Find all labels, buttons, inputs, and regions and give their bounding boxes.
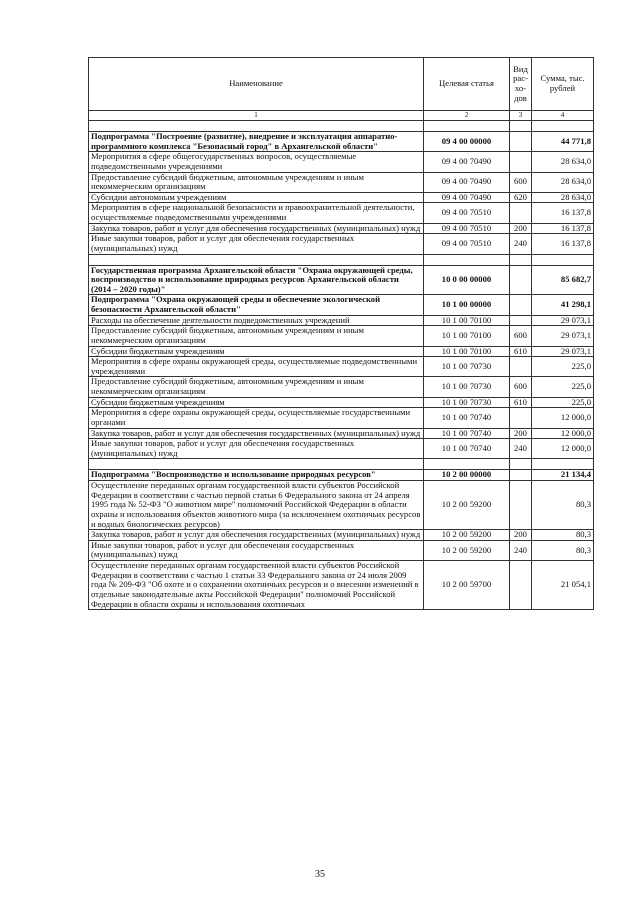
empty-cell [532,254,594,265]
cell-sum: 225,0 [532,357,594,377]
cell-expense-type [510,357,532,377]
column-number: 4 [532,111,594,121]
cell-expense-type: 200 [510,428,532,439]
cell-target-article: 10 2 00 59200 [424,481,510,530]
cell-name: Иные закупки товаров, работ и услуг для обеспечения государственных (муниципальных) нужд [89,234,424,254]
cell-sum: 12 000,0 [532,428,594,439]
table-row [89,428,594,439]
cell-name: Предоставление субсидий бюджетным, автономным учреждениям и иным некоммерческим организациям [89,326,424,346]
cell-expense-type: 240 [510,540,532,560]
cell-name: Осуществление переданных органам государственной власти субъектов Российской Федерации в соответствии с частью 1 статьи 33 Федерального закона от 24 июля 2009 года № 209-ФЗ "Об охоте и о сохранении охотничьих ресурсов и о внесении изменений в отдельные законодательные акты Российской Федерации" полномочий Российской Федерации в области охраны и использования охотничьих [89,561,424,610]
table-row [89,132,594,152]
table-row [89,234,594,254]
cell-target-article: 10 0 00 00000 [424,265,510,295]
table-row [89,265,594,295]
cell-expense-type [510,561,532,610]
cell-sum: 28 634,0 [532,152,594,172]
table-row [89,561,594,610]
cell-sum: 80,3 [532,530,594,541]
spacer-row [89,459,594,470]
cell-sum: 225,0 [532,377,594,397]
table-row [89,530,594,541]
cell-name: Субсидии бюджетным учреждениям [89,346,424,357]
cell-target-article: 09 4 00 00000 [424,132,510,152]
cell-expense-type [510,481,532,530]
cell-sum: 21 134,4 [532,470,594,481]
cell-expense-type: 600 [510,377,532,397]
cell-expense-type [510,408,532,428]
budget-table [88,57,594,610]
column-number-row [89,111,594,121]
table-row [89,152,594,172]
table-row [89,346,594,357]
cell-expense-type [510,295,532,315]
cell-target-article: 10 1 00 70100 [424,315,510,326]
empty-cell [424,459,510,470]
cell-name: Государственная программа Архангельской области "Охрана окружающей среды, воспроизводство и использование природных ресурсов Архангельской области (2014 – 2020 годы)" [89,265,424,295]
cell-expense-type: 610 [510,397,532,408]
cell-sum: 44 771,8 [532,132,594,152]
cell-target-article: 10 1 00 70100 [424,346,510,357]
empty-cell [510,121,532,132]
cell-target-article: 10 1 00 70740 [424,408,510,428]
cell-expense-type [510,315,532,326]
cell-name: Мероприятия в сфере охраны окружающей среды, осуществляемые государственными органами [89,408,424,428]
header-name: Наименование [89,58,424,111]
cell-expense-type: 610 [510,346,532,357]
cell-target-article: 10 1 00 70730 [424,397,510,408]
cell-name: Подпрограмма "Охрана окружающей среды и обеспечение экологической безопасности Архангельской области" [89,295,424,315]
cell-name: Иные закупки товаров, работ и услуг для обеспечения государственных (муниципальных) нужд [89,540,424,560]
cell-name: Подпрограмма "Воспроизводство и использование природных ресурсов" [89,470,424,481]
empty-cell [510,254,532,265]
empty-cell [89,121,424,132]
page-number: 35 [315,869,325,880]
column-number: 1 [89,111,424,121]
cell-name: Расходы на обеспечение деятельности подведомственных учреждений [89,315,424,326]
table-row [89,357,594,377]
cell-name: Закупка товаров, работ и услуг для обеспечения государственных (муниципальных) нужд [89,223,424,234]
header-target-article: Целевая статья [424,58,510,111]
cell-expense-type [510,265,532,295]
empty-cell [424,121,510,132]
cell-sum: 29 073,1 [532,326,594,346]
cell-sum: 29 073,1 [532,315,594,326]
cell-name: Мероприятия в сфере охраны окружающей среды, осуществляемые подведомственными учреждениями [89,357,424,377]
cell-name: Мероприятия в сфере национальной безопасности и правоохранительной деятельности, осуществляемые подведомственными учреждениями [89,203,424,223]
cell-sum: 16 137,8 [532,223,594,234]
cell-sum: 16 137,8 [532,203,594,223]
table-row [89,439,594,459]
empty-cell [532,459,594,470]
cell-expense-type [510,470,532,481]
table-row [89,470,594,481]
table-body [89,121,594,610]
cell-name: Иные закупки товаров, работ и услуг для обеспечения государственных (муниципальных) нужд [89,439,424,459]
empty-cell [510,459,532,470]
table-row [89,315,594,326]
table-row [89,192,594,203]
cell-target-article: 10 2 00 59200 [424,540,510,560]
cell-target-article: 09 4 00 70510 [424,203,510,223]
table-row [89,408,594,428]
empty-cell [424,254,510,265]
cell-sum: 29 073,1 [532,346,594,357]
cell-name: Субсидии автономным учреждениям [89,192,424,203]
cell-sum: 16 137,8 [532,234,594,254]
cell-target-article: 10 1 00 70730 [424,377,510,397]
cell-name: Мероприятия в сфере общегосударственных вопросов, осуществляемые подведомственными учреждениями [89,152,424,172]
cell-sum: 80,3 [532,540,594,560]
table-header [89,58,594,121]
cell-sum: 28 634,0 [532,192,594,203]
cell-target-article: 09 4 00 70510 [424,223,510,234]
cell-name: Предоставление субсидий бюджетным, автономным учреждениям и иным некоммерческим организациям [89,172,424,192]
cell-expense-type: 600 [510,172,532,192]
table-row [89,377,594,397]
cell-target-article: 10 2 00 00000 [424,470,510,481]
table-row [89,223,594,234]
cell-name: Предоставление субсидий бюджетным, автономным учреждениям и иным некоммерческим организациям [89,377,424,397]
cell-expense-type: 240 [510,234,532,254]
cell-sum: 28 634,0 [532,172,594,192]
cell-sum: 225,0 [532,397,594,408]
cell-target-article: 10 1 00 70730 [424,357,510,377]
cell-target-article: 10 2 00 59700 [424,561,510,610]
cell-expense-type [510,152,532,172]
cell-sum: 12 000,0 [532,439,594,459]
cell-expense-type: 240 [510,439,532,459]
cell-expense-type [510,203,532,223]
cell-expense-type [510,132,532,152]
cell-target-article: 10 1 00 70740 [424,428,510,439]
cell-target-article: 09 4 00 70510 [424,234,510,254]
cell-target-article: 09 4 00 70490 [424,172,510,192]
cell-sum: 85 682,7 [532,265,594,295]
header-row [89,58,594,111]
spacer-row [89,121,594,132]
table-row [89,203,594,223]
cell-expense-type: 600 [510,326,532,346]
cell-sum: 41 298,1 [532,295,594,315]
column-number: 3 [510,111,532,121]
cell-expense-type: 200 [510,223,532,234]
header-expense-type: Вид рас- хо- дов [510,58,532,111]
header-sum: Сумма, тыс. рублей [532,58,594,111]
table-row [89,397,594,408]
spacer-row [89,254,594,265]
cell-target-article: 10 1 00 00000 [424,295,510,315]
empty-cell [89,254,424,265]
cell-target-article: 09 4 00 70490 [424,152,510,172]
cell-name: Осуществление переданных органам государственной власти субъектов Российской Федерации в соответствии с частью первой статьи 6 Федерального закона от 24 апреля 1995 года № 52-ФЗ "О животном мире" полномочий Российской Федерации в области охраны и использования объектов животного мира (за исключением охотничьих ресурсов и водных биологических ресурсов) [89,481,424,530]
table-row [89,172,594,192]
table-row [89,540,594,560]
table-row [89,326,594,346]
column-number: 2 [424,111,510,121]
cell-name: Закупка товаров, работ и услуг для обеспечения государственных (муниципальных) нужд [89,530,424,541]
cell-sum: 12 000,0 [532,408,594,428]
table-row [89,481,594,530]
cell-name: Подпрограмма "Построение (развитие), внедрение и эксплуатация аппаратно-программного комплекса "Безопасный город" в Архангельской области" [89,132,424,152]
cell-sum: 21 054,1 [532,561,594,610]
cell-name: Субсидии бюджетным учреждениям [89,397,424,408]
cell-expense-type: 620 [510,192,532,203]
table-row [89,295,594,315]
cell-expense-type: 200 [510,530,532,541]
cell-sum: 80,3 [532,481,594,530]
cell-target-article: 10 1 00 70100 [424,326,510,346]
empty-cell [89,459,424,470]
empty-cell [532,121,594,132]
cell-target-article: 09 4 00 70490 [424,192,510,203]
cell-name: Закупка товаров, работ и услуг для обеспечения государственных (муниципальных) нужд [89,428,424,439]
cell-target-article: 10 1 00 70740 [424,439,510,459]
cell-target-article: 10 2 00 59200 [424,530,510,541]
